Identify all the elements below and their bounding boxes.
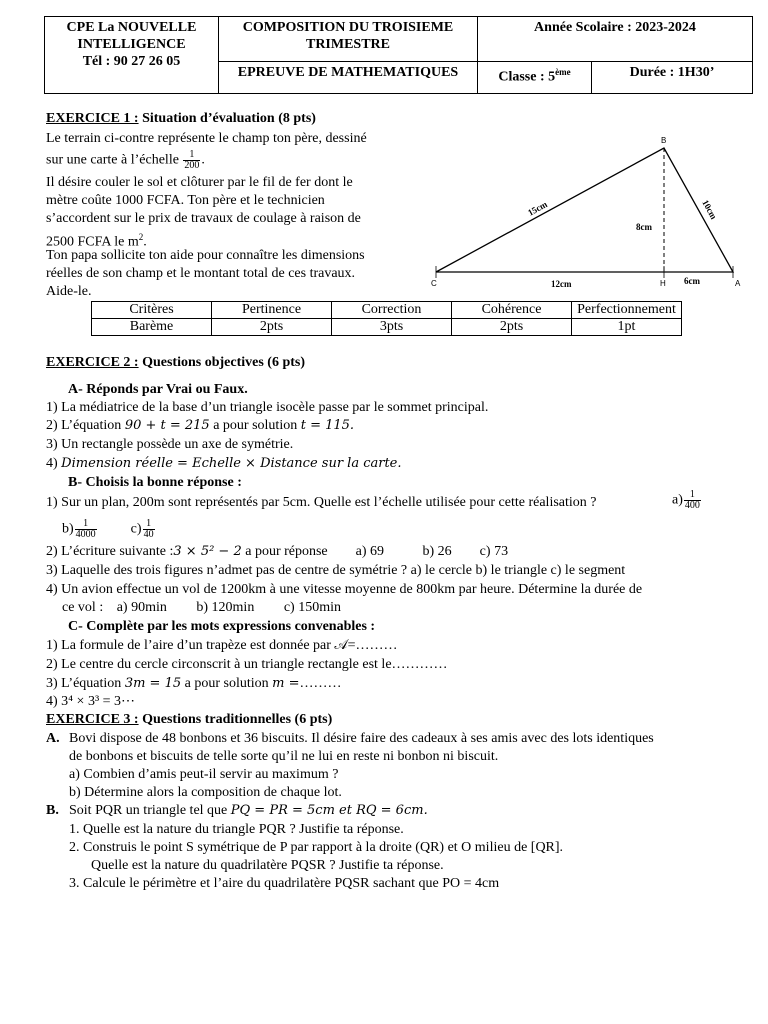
ex3-Q2b: Quelle est la nature du quadrilatère PQSR ? Justifie ta réponse. bbox=[91, 858, 444, 873]
ex3-A2: de bonbons et biscuits de telle sorte qu’il ne lui en reste ni bonbon ni biscuit. bbox=[69, 749, 499, 764]
ex2-A2-text2: a pour solution bbox=[209, 418, 301, 433]
ex2-B1a-label: a) bbox=[672, 492, 683, 508]
ex2-A2-math2: t = 115. bbox=[300, 418, 355, 433]
ex2-A2-math: 90 + t = 215 bbox=[124, 418, 210, 433]
ex2-B1-opts-bc bbox=[62, 519, 156, 540]
ex3-subtitle: Questions traditionnelles (6 pts) bbox=[142, 712, 333, 727]
ex2-A3: 3) Un rectangle possède un axe de symétrie. bbox=[46, 437, 294, 452]
ex2-C3 bbox=[46, 675, 341, 693]
ex2-A2 bbox=[46, 417, 354, 435]
ex3-B1 bbox=[69, 802, 428, 820]
ex1-title: EXERCICE 1 : bbox=[46, 111, 139, 126]
ex2-subtitle: Questions objectives (6 pts) bbox=[142, 355, 306, 370]
ex1-p6-sup: 2 bbox=[138, 232, 144, 242]
ex2-title: EXERCICE 2 : bbox=[46, 355, 139, 370]
ex2-B4-label: ce vol : bbox=[62, 600, 104, 615]
criteria-head-3: Cohérence bbox=[452, 302, 572, 319]
ex3-Q1: 1. Quelle est la nature du triangle PQR ? Justifie ta réponse. bbox=[69, 822, 404, 837]
label-ha: 6cm bbox=[684, 276, 700, 286]
ex1-p4: mètre coûte 1000 FCFA. Ton père et le technicien bbox=[46, 193, 325, 208]
ex1-p6-line: 2500 FCFA le $m^2$. bbox=[46, 232, 147, 250]
school-year: Année Scolaire : 2023-2024 bbox=[478, 17, 753, 62]
ex2-B1a-den: 400 bbox=[684, 500, 700, 511]
ex3-A-label: A. bbox=[46, 731, 60, 746]
ex2-C4: 4) 3⁴ × 3³ = 3⋯ bbox=[46, 694, 136, 709]
ex2-B1-opt-a bbox=[672, 490, 702, 511]
ex2-A4-math: Dimension réelle = Echelle × Distance sur la carte. bbox=[61, 456, 402, 471]
class-sup: ème bbox=[555, 67, 571, 77]
ex2-A2-text: 2) L’équation bbox=[46, 418, 125, 433]
ex1-p3: Il désire couler le sol et clôturer par le fil de fer dont le bbox=[46, 175, 353, 190]
ex1-p7: Ton papa sollicite ton aide pour connaître les dimensions bbox=[46, 248, 365, 263]
criteria-val-0: Barème bbox=[92, 319, 212, 336]
label-b: B bbox=[661, 136, 667, 145]
criteria-head-4: Perfectionnement bbox=[572, 302, 682, 319]
ex2-C2: 2) Le centre du cercle circonscrit à un triangle rectangle est le………… bbox=[46, 657, 448, 672]
ex2-A4-num: 4) bbox=[46, 456, 62, 471]
composition-title: COMPOSITION DU TROISIEME TRIMESTRE bbox=[219, 17, 478, 62]
label-a: A bbox=[735, 279, 741, 288]
ex2-B1b-num: 1 bbox=[75, 519, 97, 530]
ex1-p2: sur une carte à l’échelle bbox=[46, 152, 179, 168]
label-bh: 8cm bbox=[636, 222, 652, 232]
ex2-B2 bbox=[46, 543, 508, 561]
ex2-A-title: A- Réponds par Vrai ou Faux. bbox=[68, 382, 248, 397]
ex1-scale-den: 200 bbox=[184, 160, 200, 171]
ex3-B1-math: PQ = PR = 5cm et RQ = 6cm. bbox=[230, 803, 428, 818]
header-table bbox=[44, 16, 753, 94]
ex1-scale-fraction bbox=[183, 150, 200, 171]
ex2-B4-opt-b: b) 120min bbox=[196, 600, 255, 615]
ex2-C3-math: 3m = 15 bbox=[124, 676, 182, 691]
ex2-C3-text: 3) L’équation bbox=[46, 676, 125, 691]
ex2-B4-opt-c: c) 150min bbox=[283, 600, 341, 615]
ex1-p8: réelles de son champ et le montant total de ces travaux. bbox=[46, 266, 356, 281]
label-c: C bbox=[431, 279, 437, 288]
criteria-value-row bbox=[92, 319, 682, 336]
ex2-B3: 3) Laquelle des trois figures n’admet pas de centre de symétrie ? a) le cercle b) le triangle c) le segment bbox=[46, 563, 626, 578]
label-ch: 12cm bbox=[551, 279, 572, 289]
ex1-p2-line: sur une carte à l’échelle $\frac{1}{200}$ . bbox=[46, 149, 205, 171]
ex2-C-title: C- Complète par les mots expressions convenables : bbox=[68, 619, 376, 634]
label-ba: 10cm bbox=[700, 198, 719, 221]
ex1-p1: Le terrain ci-contre représente le champ ton père, dessiné bbox=[46, 131, 367, 146]
ex2-B1c-num: 1 bbox=[143, 519, 155, 530]
criteria-table bbox=[91, 301, 682, 336]
ex3-heading bbox=[46, 711, 332, 729]
ex2-B1c-den: 40 bbox=[143, 529, 154, 540]
ex2-B1b-label: b) bbox=[62, 521, 74, 537]
criteria-head-0: Critères bbox=[92, 302, 212, 319]
ex2-B-title: B- Choisis la bonne réponse : bbox=[68, 475, 242, 490]
ex1-p9: Aide-le. bbox=[46, 284, 92, 299]
criteria-head-1: Pertinence bbox=[212, 302, 332, 319]
ex1-scale-num: 1 bbox=[183, 150, 200, 161]
ex2-B1c-frac bbox=[143, 519, 155, 540]
ex1-p6: 2500 FCFA le m bbox=[46, 234, 139, 250]
school-name: CPE La NOUVELLE INTELLIGENCE bbox=[66, 20, 197, 52]
ex2-C3-dots: ……… bbox=[299, 676, 342, 691]
ex2-A1: 1) La médiatrice de la base d’un triangle isocèle passe par le sommet principal. bbox=[46, 400, 489, 415]
ex2-B2-options: a pour réponse a) 69 b) 26 c) 73 bbox=[241, 544, 509, 559]
ex2-B1-line bbox=[46, 494, 596, 512]
ex1-p5: s’accordent sur le prix de travaux de coulage à raison de bbox=[46, 211, 361, 226]
ex2-C1: 1) La formule de l’aire d’un trapèze est donnée par 𝒜=……… bbox=[46, 638, 398, 653]
school-phone: Tél : 90 27 26 05 bbox=[82, 54, 181, 69]
class-cell bbox=[478, 62, 592, 94]
ex2-B2-math: 3 × 5² − 2 bbox=[173, 544, 242, 559]
ex2-B1b-den: 4000 bbox=[75, 529, 96, 540]
criteria-val-4: 1pt bbox=[572, 319, 682, 336]
ex3-B1-text: Soit PQR un triangle tel que bbox=[69, 803, 231, 818]
ex3-title: EXERCICE 3 : bbox=[46, 712, 139, 727]
ex3-A1: Bovi dispose de 48 bonbons et 36 biscuits. Il désire faire des cadeaux à ses amis avec des lots identiques bbox=[69, 731, 654, 746]
triangle-cba bbox=[436, 148, 733, 272]
criteria-val-3: 2pts bbox=[452, 319, 572, 336]
ex2-A4 bbox=[46, 455, 402, 473]
school-cell bbox=[45, 17, 219, 94]
ex1-heading bbox=[46, 110, 316, 128]
ex2-B4-line2 bbox=[62, 599, 341, 617]
ex2-B1c-label: c) bbox=[130, 521, 142, 537]
ex2-C3-math2: m = bbox=[272, 676, 300, 691]
ex2-B1a-num: 1 bbox=[684, 490, 701, 501]
criteria-header-row bbox=[92, 302, 682, 319]
exam-subject: EPREUVE DE MATHEMATIQUES bbox=[219, 62, 478, 94]
ex2-B1b-frac bbox=[75, 519, 97, 540]
duration: Durée : 1H30’ bbox=[592, 62, 753, 94]
ex3-Q2: 2. Construis le point S symétrique de P par rapport à la droite (QR) et O milieu de [QR]. bbox=[69, 840, 564, 855]
criteria-val-2: 3pts bbox=[332, 319, 452, 336]
triangle-figure bbox=[420, 132, 750, 292]
ex3-Ab: b) Détermine alors la composition de chaque lot. bbox=[69, 785, 342, 800]
ex2-C3-text2: a pour solution bbox=[181, 676, 273, 691]
ex2-heading bbox=[46, 354, 305, 372]
class-label: Classe : 5 bbox=[498, 69, 556, 85]
ex2-B4: 4) Un avion effectue un vol de 1200km à une vitesse moyenne de 800km par heure. Détermine la durée de bbox=[46, 582, 643, 597]
ex2-B4-opt-a: a) 90min bbox=[116, 600, 167, 615]
ex3-B-label: B. bbox=[46, 803, 59, 818]
criteria-head-2: Correction bbox=[332, 302, 452, 319]
label-cb: 15cm bbox=[526, 199, 549, 218]
ex1-subtitle: Situation d’évaluation (8 pts) bbox=[142, 111, 316, 126]
ex2-B1a-frac bbox=[684, 490, 701, 511]
ex2-B2-text: 2) L’écriture suivante : bbox=[46, 544, 174, 559]
ex3-Q3: 3. Calcule le périmètre et l’aire du quadrilatère PQSR sachant que PO = 4cm bbox=[69, 876, 500, 891]
criteria-val-1: 2pts bbox=[212, 319, 332, 336]
ex2-B1: 1) Sur un plan, 200m sont représentés par 5cm. Quelle est l’échelle utilisée pour cette réalisation ? bbox=[46, 495, 597, 510]
ex3-Aa: a) Combien d’amis peut-il servir au maximum ? bbox=[69, 767, 339, 782]
label-h: H bbox=[660, 279, 666, 288]
